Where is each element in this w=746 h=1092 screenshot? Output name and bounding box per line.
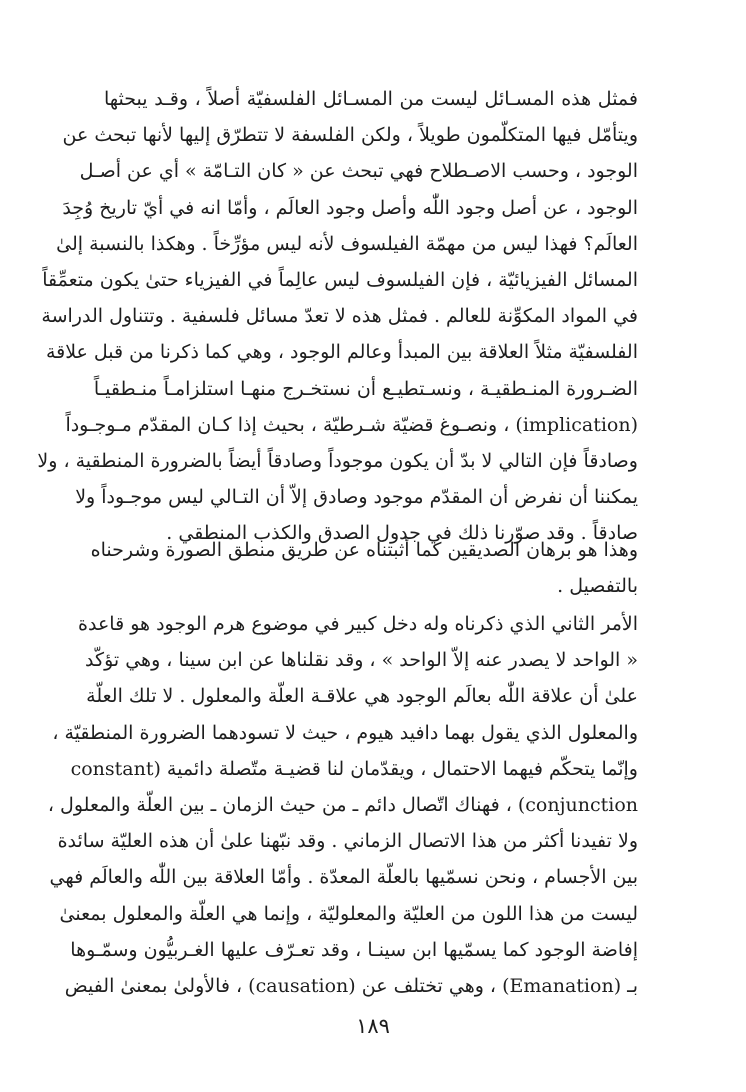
text-line: (implication) ، ونصـوغ قضيّة شـرطيّة ، بحيث إذا كـان المقدّم مـوجـوداً [65, 413, 638, 436]
paragraph-2 [90, 532, 638, 604]
text-line: الأمر الثاني الذي ذكرناه وله دخل كبير في موضوع هرم الوجود هو قاعدة [78, 613, 638, 635]
text-line: صادقاً . وقد صوّرنا ذلك في جدول الصدق والكذب المنطقي . [166, 522, 638, 545]
text-line: والمعلول الذي يقول بهما دافيد هيوم ، حيث لا تسودهما الضرورة المنطقيّة ، [52, 721, 638, 744]
text-line: علىٰ أن علاقة اللّٰه بعالَم الوجود هي علاقـة العلّة والمعلول . لا تلك العلّة [86, 685, 638, 708]
text-line: بـ (Emanation) ، وهي تختلف عن (causation) ، فالأولىٰ بمعنىٰ الفيض [64, 974, 638, 997]
text-line: بين الأجسام ، ونحن نسمّيها بالعلّة المعدّة . وأمّا العلاقة بين اللّٰه والعالَم فهي [49, 866, 638, 889]
text-line: إفاضة الوجود كما يسمّيها ابن سينـا ، وقد تعـرّف عليها الغـربيُّون وسمّـوها [70, 938, 638, 961]
paragraph-3 [47, 606, 638, 1004]
text-line: فمثل هذه المسـائل ليست من المسـائل الفلسفيّة أصلاً ، وقـد يبحثها [104, 88, 638, 110]
text-line: ليست من هذا اللون من العليّة والمعلوليّة ، وإنما هي العلّة والمعلول بمعنىٰ [59, 902, 638, 925]
text-line: وإنّما يتحكّم فيهما الاحتمال ، ويقدّمان لنا قضيـة متّصلة دائمية (constant [70, 757, 638, 780]
text-line: في المواد المكوِّنة للعالم . فمثل هذه لا تعدّ مسائل فلسفية . وتتناول الدراسة [41, 305, 638, 328]
text-line: الوجود ، وحسب الاصـطلاح فهي تبحث عن « كان التـامّة » أي عن أصـل [79, 160, 638, 183]
text-line: الوجود ، عن أصل وجود اللّٰه وأصل وجود العالَم ، وأمّا انه في أيّ تاريخ وُجِدَ [62, 196, 638, 219]
text-line: وهذا هو برهان الصديقين كما أثبتناه عن طريق منطق الصورة وشرحناه [90, 539, 638, 561]
text-line: ولا تفيدنا أكثر من هذا الاتصال الزماني . وقد نبّهنا علىٰ أن هذه العليّة سائدة [57, 830, 638, 853]
paragraph-1 [37, 81, 638, 551]
text-line: ويتأمّل فيها المتكلّمون طويلاً ، ولكن الفلسفة لا تتطرّق إليها لأنها تبحث عن [62, 124, 638, 147]
text-line: العالَم؟ فهذا ليس من مهمّة الفيلسوف لأنه ليس مؤرِّخاً . وهكذا بالنسبة إلىٰ [56, 232, 638, 255]
text-line: وصادقاً فإن التالي لا بدّ أن يكون موجوداً وصادقاً أيضاً بالضرورة المنطقية ، ولا [37, 449, 638, 472]
text-line: conjunction) ، فهناك اتّصال دائم ـ من حيث الزمان ـ بين العلّة والمعلول ، [47, 793, 638, 816]
text-line: الفلسفيّة مثلاً العلاقة بين المبدأ وعالم الوجود ، وهي كما ذكرنا من قبل علاقة [45, 341, 638, 364]
text-line: بالتفصيل . [557, 575, 638, 598]
text-line: الضـرورة المنـطقيـة ، ونسـتطيـع أن نستخـرج منهـا استلزامـاً منـطقيـاً [93, 377, 638, 400]
text-line: يمكننا أن نفرض أن المقدّم موجود وصادق إلاّ أن التـالي ليس موجـوداً ولا [75, 486, 638, 509]
text-line: المسائل الفيزيائيّة ، فإن الفيلسوف ليس عالِماً في الفيزياء حتىٰ يكون متعمِّقاً [42, 268, 638, 291]
page-number: ١٨٩ [356, 1014, 390, 1038]
text-line: « الواحد لا يصدر عنه إلاّ الواحد » ، وقد نقلناها عن ابن سينا ، وهي تؤكّد [85, 649, 638, 672]
